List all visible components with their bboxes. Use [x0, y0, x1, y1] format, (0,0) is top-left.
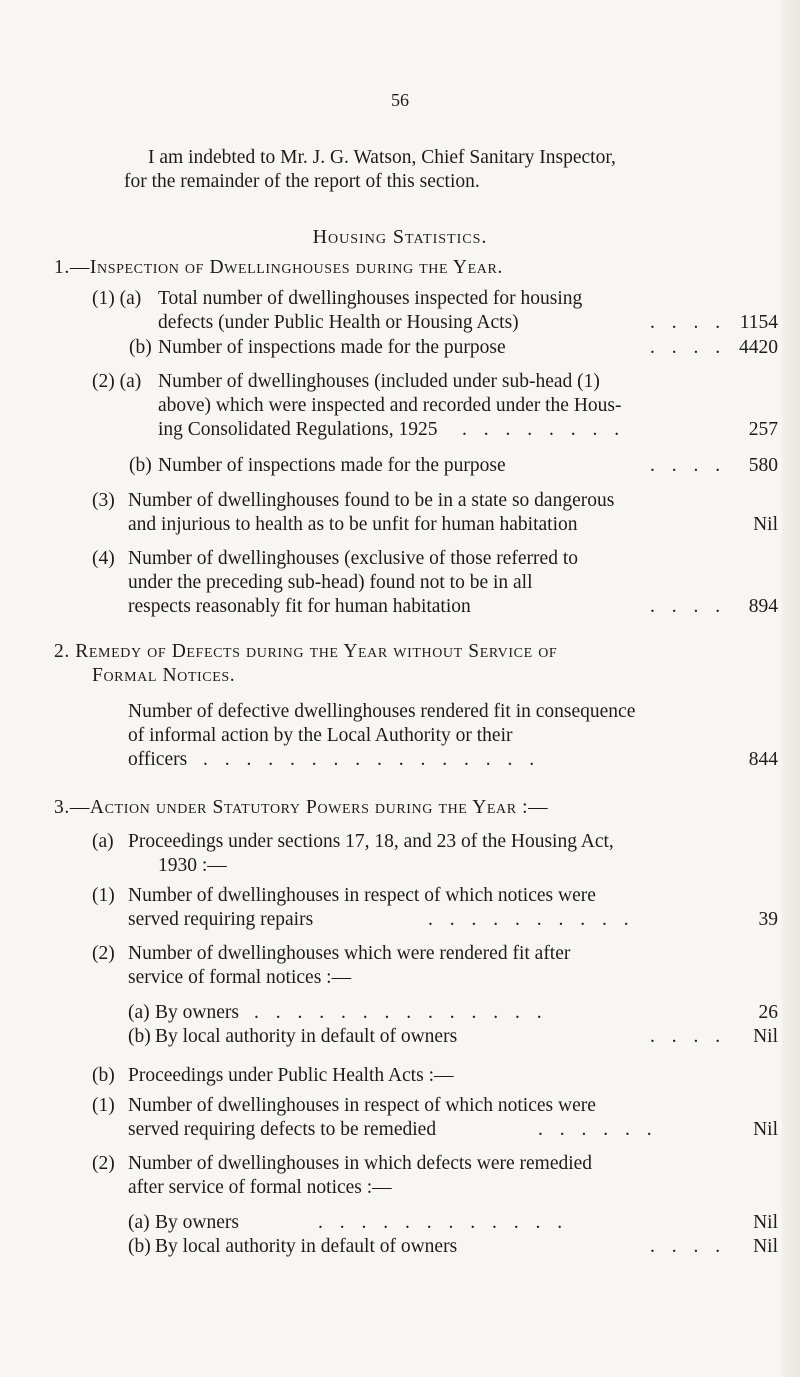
item-4-line-1: Number of dwellinghouses (exclusive of those referred to [128, 548, 578, 569]
item-1b-dots: . . . . [650, 337, 727, 358]
item-2a-line-2: above) which were inspected and recorded under the Hous- [158, 395, 622, 416]
item-1a-line-2: defects (under Public Health or Housing Acts) [158, 312, 519, 333]
item-4-line-2: under the preceding sub-head) found not to be in all [128, 572, 533, 593]
item-3a1-label: (1) [92, 885, 115, 906]
section-2-line-3: officers [128, 749, 188, 770]
item-3a2b-label: (b) [128, 1026, 151, 1047]
section-2-line-2: of informal action by the Local Authority or their [128, 725, 513, 746]
item-3b2a-label: (a) [128, 1212, 150, 1233]
intro-line-1: I am indebted to Mr. J. G. Watson, Chief Sanitary Inspector, [148, 147, 616, 168]
item-3a2b-text: By local authority in default of owners [155, 1026, 458, 1047]
item-3a2b-dots: . . . . [650, 1026, 727, 1047]
item-3a-line-1: Proceedings under sections 17, 18, and 23 of the Housing Act, [128, 831, 614, 852]
item-3a-line-2: 1930 :— [158, 855, 227, 876]
item-3b1-label: (1) [92, 1095, 115, 1116]
item-1b-value: 4420 [739, 337, 778, 358]
item-2b-dots: . . . . [650, 455, 727, 476]
item-1b-label: (b) [129, 337, 152, 358]
item-3a2b-value: Nil [753, 1026, 778, 1047]
section-1-heading: 1.—Inspection of Dwellinghouses during the Year. [54, 257, 503, 278]
item-2a-line-1: Number of dwellinghouses (included under sub-head (1) [158, 371, 600, 392]
item-3a2-line-2: service of formal notices :— [128, 967, 352, 988]
item-3b2a-dots: . . . . . . . . . . . . [318, 1212, 569, 1233]
item-3b2b-value: Nil [753, 1236, 778, 1257]
item-3b2b-label: (b) [128, 1236, 151, 1257]
item-1a-value: 1154 [739, 312, 778, 333]
item-3b2-line-1: Number of dwellinghouses in which defects were remedied [128, 1153, 593, 1174]
item-3a-label: (a) [92, 831, 114, 852]
section-2-heading-line-1: 2. Remedy of Defects during the Year without Service of [54, 641, 558, 662]
page-edge-shadow [782, 0, 800, 1377]
item-1b-line-1: Number of inspections made for the purpose [158, 337, 506, 358]
item-1a-line-1: Total number of dwellinghouses inspected for housing [158, 288, 583, 309]
item-3b2-label: (2) [92, 1153, 115, 1174]
item-3a2a-label: (a) [128, 1002, 150, 1023]
page-title: Housing Statistics. [312, 226, 488, 248]
item-3b2-line-2: after service of formal notices :— [128, 1177, 392, 1198]
item-3-line-1: Number of dwellinghouses found to be in a state so dangerous [128, 490, 615, 511]
item-2a-line-3: ing Consolidated Regulations, 1925 [158, 419, 438, 440]
item-3a1-value: 39 [758, 909, 778, 930]
section-2-heading-line-2: Formal Notices. [92, 665, 236, 686]
item-3b2a-text: By owners [155, 1212, 239, 1233]
item-4-label: (4) [92, 548, 115, 569]
item-2a-label: (2) (a) [92, 371, 142, 392]
item-3b1-line-2: served requiring defects to be remedied [128, 1119, 437, 1140]
item-1a-label: (1) (a) [92, 288, 142, 309]
section-3-heading: 3.—Action under Statutory Powers during the Year :— [54, 797, 549, 818]
item-3a2a-dots: . . . . . . . . . . . . . . [254, 1002, 548, 1023]
item-3a2-line-1: Number of dwellinghouses which were rendered fit after [128, 943, 571, 964]
item-3b-label: (b) [92, 1065, 115, 1086]
item-3b2b-dots: . . . . [650, 1236, 727, 1257]
item-3a2a-value: 26 [758, 1002, 778, 1023]
item-2b-value: 580 [748, 455, 778, 476]
item-4-line-3: respects reasonably fit for human habitation [128, 596, 471, 617]
item-3a2-label: (2) [92, 943, 115, 964]
item-2b-label: (b) [129, 455, 152, 476]
item-2b-line-1: Number of inspections made for the purpose [158, 455, 506, 476]
section-2-value: 844 [748, 749, 778, 770]
item-3-value: Nil [753, 514, 778, 535]
item-3-line-2: and injurious to health as to be unfit for human habitation [128, 514, 578, 535]
item-3a1-dots: . . . . . . . . . . [428, 909, 635, 930]
item-3b2a-value: Nil [753, 1212, 778, 1233]
item-4-dots: . . . . [650, 596, 727, 617]
item-3b1-value: Nil [753, 1119, 778, 1140]
item-2a-value: 257 [748, 419, 778, 440]
item-1a-dots: . . . . [650, 312, 727, 333]
item-3b1-dots: . . . . . . [538, 1119, 658, 1140]
item-4-value: 894 [748, 596, 778, 617]
item-3b2b-text: By local authority in default of owners [155, 1236, 458, 1257]
section-2-dots: . . . . . . . . . . . . . . . . [203, 749, 541, 770]
item-3a2a-text: By owners [155, 1002, 239, 1023]
item-3b1-line-1: Number of dwellinghouses in respect of which notices were [128, 1095, 596, 1116]
page-number: 56 [391, 90, 409, 110]
item-2a-dots: . . . . . . . . [462, 419, 626, 440]
intro-line-2: for the remainder of the report of this section. [124, 171, 480, 192]
section-2-line-1: Number of defective dwellinghouses rendered fit in consequence [128, 701, 636, 722]
item-3a1-line-2: served requiring repairs [128, 909, 314, 930]
item-3b-line-1: Proceedings under Public Health Acts :— [128, 1065, 454, 1086]
item-3a1-line-1: Number of dwellinghouses in respect of which notices were [128, 885, 596, 906]
item-3-label: (3) [92, 490, 115, 511]
